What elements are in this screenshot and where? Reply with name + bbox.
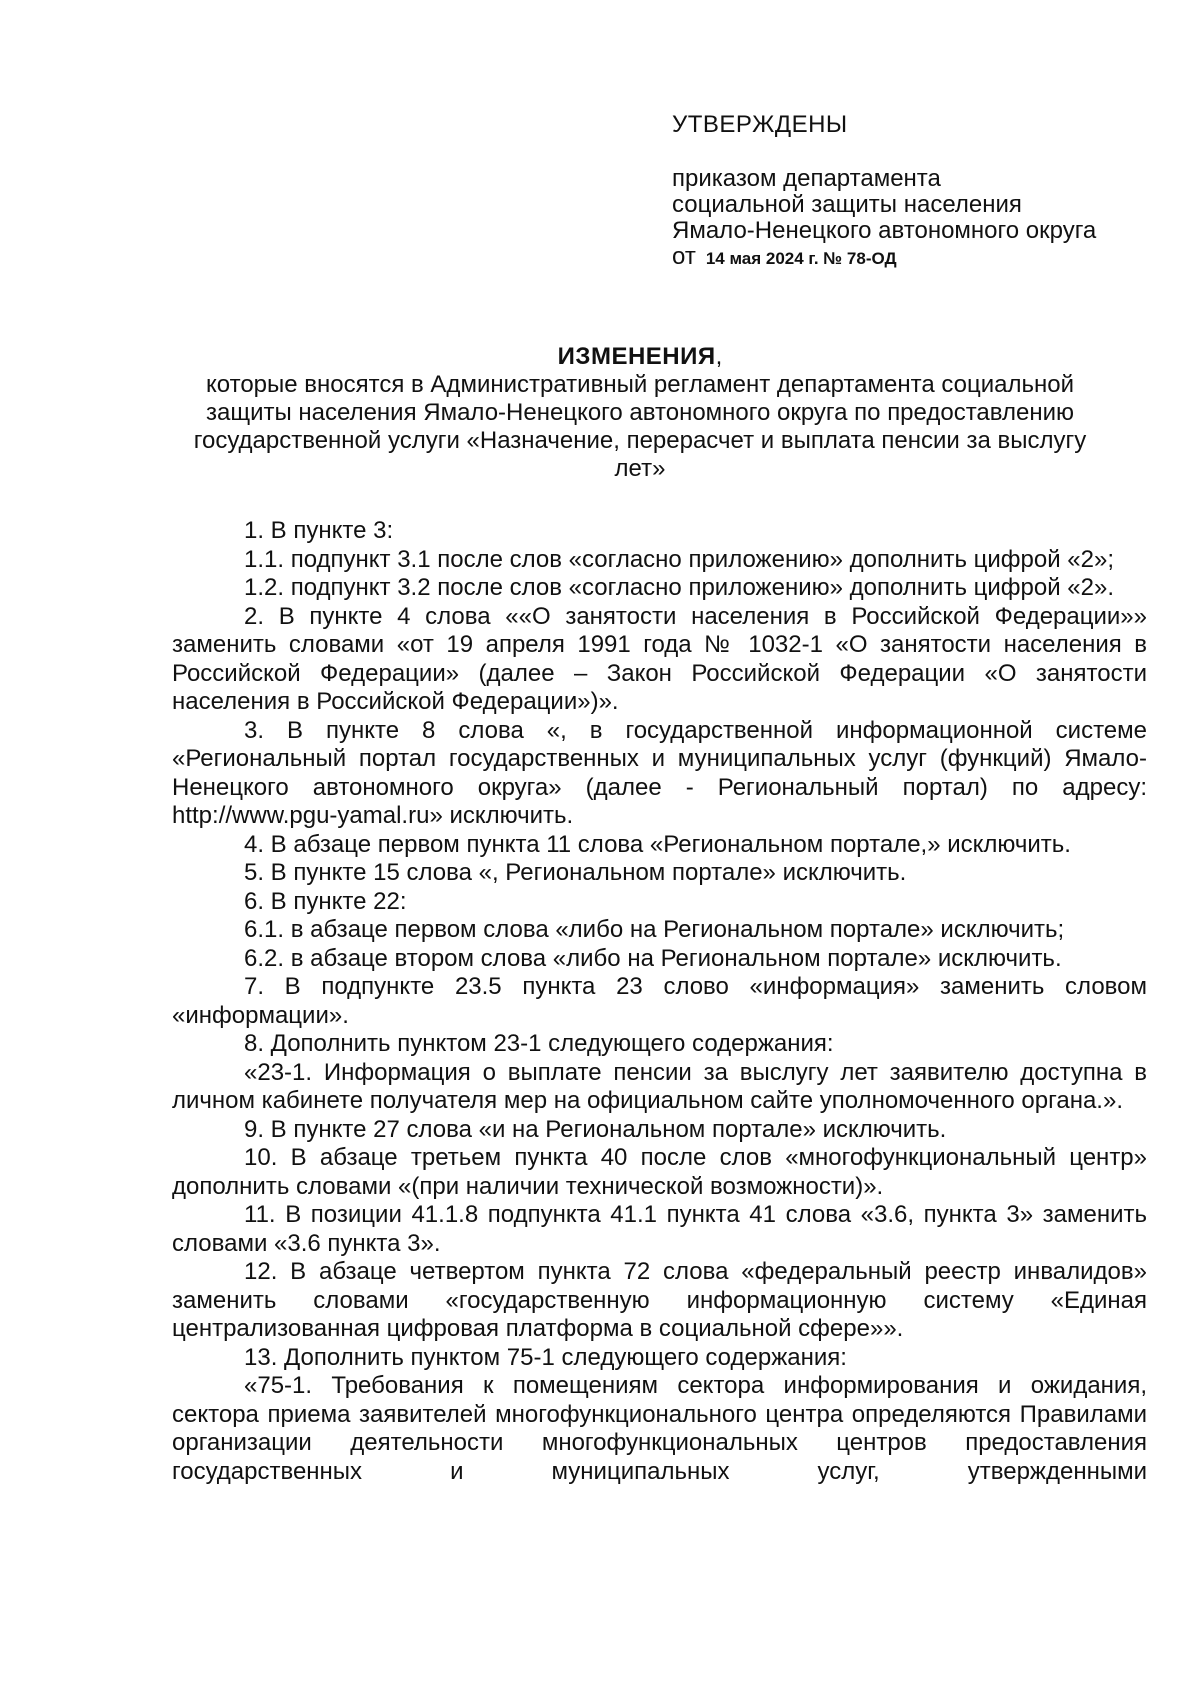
paragraph: 13. Дополнить пунктом 75-1 следующего содержания: — [244, 1343, 847, 1371]
paragraph: 7. В подпункте 23.5 пункта 23 слово «информация» заменить словом «информации». — [172, 973, 1147, 1029]
document-heading — [170, 343, 1110, 483]
paragraph: 2. В пункте 4 слова ««О занятости населения в Российской Федерации»» заменить словами «от 19 апреля 1991 года № 1032-1 «О занятости населения в Российской Федерации» (далее – Закон Российской Федерации «О занятости населения в Российской Федерации»)». — [172, 602, 1147, 715]
approval-block — [672, 112, 1142, 272]
paragraph: 8. Дополнить пунктом 23-1 следующего содержания: — [244, 1030, 834, 1057]
paragraph: 11. В позиции 41.1.8 подпункта 41.1 пункта 41 слова «3.6, пункта 3» заменить словами «3.6 пункта 3». — [172, 1201, 1147, 1257]
document-title-line — [170, 343, 1110, 371]
document-subtitle: которые вносятся в Административный регламент департамента социальной защиты населения Ямало-Ненецкого автономного округа по предоставлению государственной услуги «Назначение, перерасчет и выплата пенсии за выслугу лет» — [193, 371, 1087, 482]
paragraph: 5. В пункте 15 слова «, Региональном портале» исключить. — [244, 859, 907, 886]
paragraph: 3. В пункте 8 слова «, в государственной информационной системе «Региональный портал государственных и муниципальных услуг (функций) Ямало-Ненецкого автономного округа» (далее - Региональный портал) по адресу: http://www.pgu-yamal.ru» исключить. — [172, 716, 1147, 829]
approval-date-value: 14 мая 2024 г. № 78-ОД — [705, 249, 897, 268]
paragraph: 4. В абзаце первом пункта 11 слова «Региональном портале,» исключить. — [244, 830, 1071, 858]
paragraph: 6. В пункте 22: — [244, 887, 407, 915]
document-title-suffix: , — [715, 343, 723, 370]
paragraph: 12. В абзаце четвертом пункта 72 слова «федеральный реестр инвалидов» заменить словами «государственную информационную систему «Единая централизованная цифровая платформа в социальной сфере»». — [172, 1258, 1147, 1342]
paragraph: 6.1. в абзаце первом слова «либо на Региональном портале» исключить; — [244, 916, 1065, 943]
approval-line: социальной защиты населения — [672, 191, 1022, 218]
paragraph: 10. В абзаце третьем пункта 40 после слов «многофункциональный центр» дополнить словами «(при наличии технической возможности)». — [172, 1144, 1147, 1200]
paragraph: 9. В пункте 27 слова «и на Региональном портале» исключить. — [244, 1115, 947, 1143]
document-body — [172, 517, 1147, 1486]
approval-line: Ямало-Ненецкого автономного округа — [672, 217, 1097, 244]
paragraph: «75-1. Требования к помещениям сектора информирования и ожидания, сектора приема заявителей многофункционального центра определяются Правилами организации деятельности многофункциональных центров предоставления государственных и муниципальных услуг, утвержденными — [172, 1372, 1147, 1485]
approval-title: УТВЕРЖДЕНЫ — [672, 111, 848, 138]
approval-line: приказом департамента — [672, 165, 941, 192]
paragraph: «23-1. Информация о выплате пенсии за выслугу лет заявителю доступна в личном кабинете получателя мер на официальном сайте уполномоченного органа.». — [172, 1058, 1147, 1114]
paragraph: 1.2. подпункт 3.2 после слов «согласно приложению» дополнить цифрой «2». — [244, 574, 1114, 601]
paragraph: 1. В пункте 3: — [244, 517, 394, 544]
approval-date-prefix: от — [672, 243, 696, 270]
paragraph: 1.1. подпункт 3.1 после слов «согласно приложению» дополнить цифрой «2»; — [244, 545, 1114, 573]
paragraph: 6.2. в абзаце втором слова «либо на Региональном портале» исключить. — [244, 944, 1062, 972]
document-title: ИЗМЕНЕНИЯ — [557, 343, 716, 370]
approval-date-line — [672, 244, 1142, 272]
